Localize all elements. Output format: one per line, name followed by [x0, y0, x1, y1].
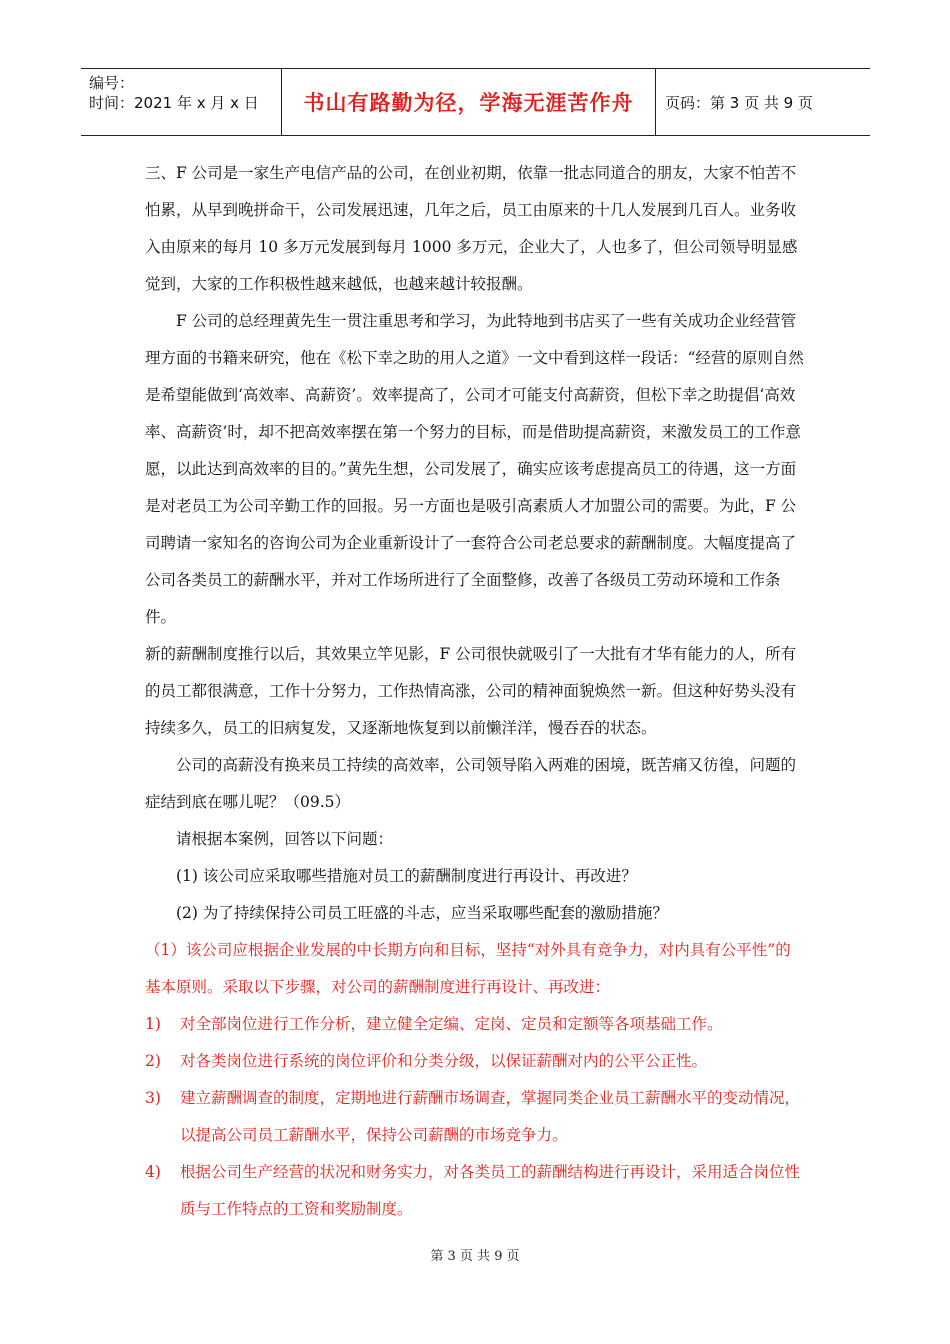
answer-step-text: 建立薪酬调查的制度，定期地进行薪酬市场调查，掌握同类企业员工薪酬水平的变动情况，以提高公司员工薪酬水平，保持公司薪酬的市场竞争力。 [180, 1089, 801, 1144]
header-meta [81, 69, 282, 135]
footer-page-number: 第 3 页 共 9 页 [430, 1249, 520, 1264]
paragraph-prompt: 请根据本案例，回答以下问题： [176, 830, 394, 848]
question-1: (1) 该公司应采取哪些措施对员工的薪酬制度进行再设计、再改进？ [176, 867, 637, 885]
answer-step-number: 3) [145, 1089, 161, 1107]
paragraph-new-system: 新的薪酬制度推行以后，其效果立竿见影，F 公司很快就吸引了一大批有才华有能力的人，所有的员工都很满意，工作十分努力，工作热情高涨，公司的精神面貌焕然一新。但这种好势头没有持续多久，员工的旧病复发，又逐渐地恢复到以前懒洋洋，慢吞吞的状态。 [145, 645, 797, 737]
header-page-info: 页码：第 3 页 共 9 页 [665, 93, 813, 112]
header-motto-cell [282, 69, 656, 135]
page-footer [0, 1245, 950, 1264]
header-page-info-cell [656, 69, 870, 135]
page-header [81, 68, 870, 136]
paragraph-case-intro: 三、F 公司是一家生产电信产品的公司，在创业初期，依靠一批志同道合的朋友，大家不怕苦不怕累，从早到晚拼命干，公司发展迅速，几年之后，员工由原来的十几人发展到几百人。业务收入由原来的每月 10 多万元发展到每月 1000 多万元，企业大了，人也多了，但公司领导明显感觉到，大家的工作积极性越来越低，也越来越计较报酬。 [145, 164, 798, 293]
header-motto: 书山有路勤为径，学海无涯苦作舟 [303, 91, 634, 115]
answer-step [145, 1080, 805, 1154]
answer-step-text: 根据公司生产经营的状况和财务实力，对各类员工的薪酬结构进行再设计，采用适合岗位性质与工作特点的工资和奖励制度。 [180, 1163, 801, 1218]
answer-step-number: 4) [145, 1163, 161, 1181]
answer-step [145, 1006, 805, 1043]
answer-step-number: 2) [145, 1052, 161, 1070]
answer-step-text: 对全部岗位进行工作分析，建立健全定编、定岗、定员和定额等各项基础工作。 [180, 1015, 723, 1033]
document-body [145, 155, 805, 1228]
answer-step-number: 1) [145, 1015, 161, 1033]
paragraph-manager-story: F 公司的总经理黄先生一贯注重思考和学习，为此特地到书店买了一些有关成功企业经营管理方面的书籍来研究，他在《松下幸之助的用人之道》一文中看到这样一段话：“经营的原则自然是希望能做到‘高效率、高薪资’。效率提高了，公司才可能支付高薪资，但松下幸之助提倡‘高效率、高薪资’时，却不把高效率摆在第一个努力的目标，而是借助提高薪资，来激发员工的工作意愿，以此达到高效率的目的。”黄先生想，公司发展了，确实应该考虑提高员工的待遇，这一方面是对老员工为公司辛勤工作的回报。另一方面也是吸引高素质人才加盟公司的需要。为此，F 公司聘请一家知名的咨询公司为企业重新设计了一套符合公司老总要求的薪酬制度。大幅度提高了公司各类员工的薪酬水平，并对工作场所进行了全面整修，改善了各级员工劳动环境和工作条件。 [145, 312, 804, 626]
header-number-label: 编号： [89, 74, 135, 92]
question-2: (2) 为了持续保持公司员工旺盛的斗志，应当采取哪些配套的激励措施？ [176, 904, 668, 922]
answer-step-text: 对各类岗位进行系统的岗位评价和分类分级，以保证薪酬对内的公平公正性。 [180, 1052, 708, 1070]
answer-step [145, 1154, 805, 1228]
answer-step [145, 1043, 805, 1080]
answer-intro: （1）该公司应根据企业发展的中长期方向和目标，坚持“对外具有竞争力，对内具有公平性”的基本原则。采取以下步骤，对公司的薪酬制度进行再设计、再改进： [145, 941, 791, 996]
header-date-label: 时间：2021 年 x 月 x 日 [89, 94, 259, 112]
paragraph-dilemma: 公司的高薪没有换来员工持续的高效率，公司领导陷入两难的困境，既苦痛又彷徨，问题的症结到底在哪儿呢？（09.5） [145, 756, 797, 811]
